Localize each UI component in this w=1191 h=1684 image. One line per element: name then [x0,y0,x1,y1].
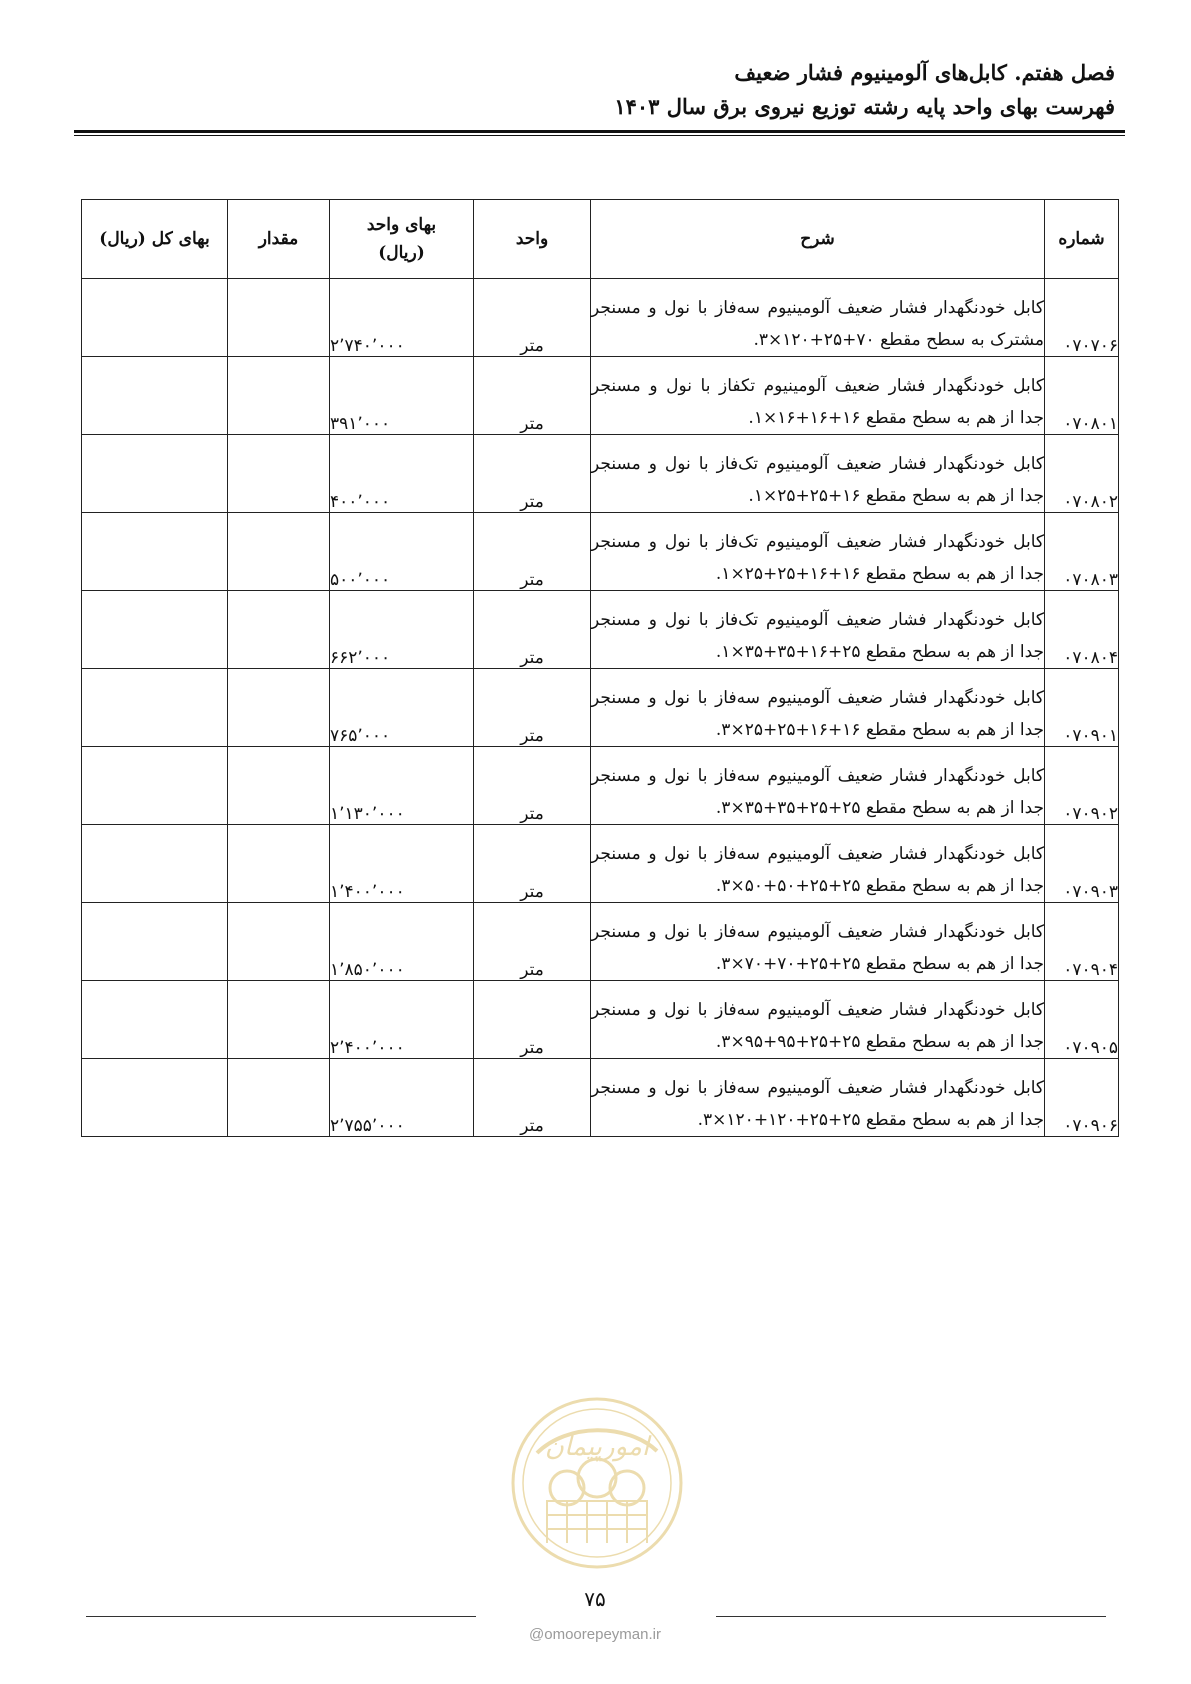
table-row [82,357,1119,435]
item-unit: متر [474,1059,591,1137]
item-number: ۰۷۰۷۰۶ [1045,279,1119,357]
item-unit-price: ۱٬۸۵۰٬۰۰۰ [330,903,474,981]
item-description: کابل خودنگهدار فشار ضعیف آلومینیوم سه‌فاز با نول و مسنجر جدا از هم به سطح مقطع ۲۵+۲۵+۵۰+۵۰×۳. [591,825,1045,903]
item-quantity [228,1059,330,1137]
table-row [82,1059,1119,1137]
item-number: ۰۷۰۹۰۳ [1045,825,1119,903]
item-total-price [82,591,228,669]
table-row [82,279,1119,357]
item-description: کابل خودنگهدار فشار ضعیف آلومینیوم تک‌فاز با نول و مسنجر جدا از هم به سطح مقطع ۱۶+۱۶+۲۵+۲۵×۱. [591,513,1045,591]
footer-rule-right [716,1616,1106,1617]
item-unit-price: ۱٬۴۰۰٬۰۰۰ [330,825,474,903]
item-unit-price: ۴۰۰٬۰۰۰ [330,435,474,513]
item-description: کابل خودنگهدار فشار ضعیف آلومینیوم سه‌فاز با نول و مسنجر جدا از هم به سطح مقطع ۲۵+۲۵+۳۵+۳۵×۳. [591,747,1045,825]
table-row [82,903,1119,981]
item-number: ۰۷۰۹۰۵ [1045,981,1119,1059]
item-quantity [228,669,330,747]
item-unit-price: ۲٬۷۵۵٬۰۰۰ [330,1059,474,1137]
item-unit: متر [474,435,591,513]
item-unit: متر [474,825,591,903]
item-total-price [82,747,228,825]
item-number: ۰۷۰۹۰۴ [1045,903,1119,981]
item-total-price [82,903,228,981]
item-total-price [82,513,228,591]
item-unit: متر [474,279,591,357]
item-unit-price: ۷۶۵٬۰۰۰ [330,669,474,747]
item-description: کابل خودنگهدار فشار ضعیف آلومینیوم سه‌فاز با نول و مسنجر مشترک به سطح مقطع ۷۰+۲۵+۱۲۰×۳. [591,279,1045,357]
item-quantity [228,513,330,591]
header-unit-price [330,200,474,279]
item-description: کابل خودنگهدار فشار ضعیف آلومینیوم سه‌فاز با نول و مسنجر جدا از هم به سطح مقطع ۲۵+۲۵+۱۲۰+۱۲۰×۳. [591,1059,1045,1137]
header-rule-thin [74,135,1125,136]
item-unit: متر [474,903,591,981]
header-unit-price-title: بهای واحد [366,215,437,235]
header-unit-price-currency: (ریال) [378,243,425,263]
header-description: شرح [591,200,1045,279]
header-unit: واحد [474,200,591,279]
item-quantity [228,825,330,903]
item-description: کابل خودنگهدار فشار ضعیف آلومینیوم تکفاز با نول و مسنجر جدا از هم به سطح مقطع ۱۶+۱۶+۱۶×۱. [591,357,1045,435]
item-description: کابل خودنگهدار فشار ضعیف آلومینیوم سه‌فاز با نول و مسنجر جدا از هم به سطح مقطع ۲۵+۲۵+۷۰+۷۰×۳. [591,903,1045,981]
website-label: @omoorepeyman.ir [529,1626,661,1643]
table-row [82,669,1119,747]
price-list-table [81,199,1119,1137]
page-number: ۷۵ [584,1587,606,1611]
item-quantity [228,279,330,357]
item-number: ۰۷۰۹۰۶ [1045,1059,1119,1137]
item-total-price [82,435,228,513]
table-row [82,747,1119,825]
item-quantity [228,591,330,669]
item-description: کابل خودنگهدار فشار ضعیف آلومینیوم سه‌فاز با نول و مسنجر جدا از هم به سطح مقطع ۲۵+۲۵+۹۵+۹۵×۳. [591,981,1045,1059]
item-total-price [82,279,228,357]
table-row [82,825,1119,903]
item-total-price [82,825,228,903]
item-description: کابل خودنگهدار فشار ضعیف آلومینیوم سه‌فاز با نول و مسنجر جدا از هم به سطح مقطع ۱۶+۱۶+۲۵+۲۵×۳. [591,669,1045,747]
item-unit-price: ۵۰۰٬۰۰۰ [330,513,474,591]
item-unit: متر [474,591,591,669]
item-quantity [228,981,330,1059]
footer-rule-left [86,1616,476,1617]
item-unit: متر [474,669,591,747]
table-row [82,981,1119,1059]
item-number: ۰۷۰۸۰۴ [1045,591,1119,669]
header-rule-thick [74,130,1125,133]
item-number: ۰۷۰۹۰۱ [1045,669,1119,747]
watermark-text: امورپیمان [544,1432,650,1462]
item-unit: متر [474,357,591,435]
table-row [82,513,1119,591]
item-unit: متر [474,981,591,1059]
item-total-price [82,357,228,435]
header-number: شماره [1045,200,1119,279]
item-total-price [82,669,228,747]
item-number: ۰۷۰۸۰۲ [1045,435,1119,513]
item-number: ۰۷۰۸۰۱ [1045,357,1119,435]
page-header [65,56,1115,124]
item-unit: متر [474,747,591,825]
table-row [82,591,1119,669]
item-unit-price: ۳۹۱٬۰۰۰ [330,357,474,435]
document-subtitle: فهرست بهای واحد پایه رشته توزیع نیروی برق سال ۱۴۰۳ [614,94,1115,119]
item-number: ۰۷۰۹۰۲ [1045,747,1119,825]
watermark-logo [507,1393,687,1573]
item-number: ۰۷۰۸۰۳ [1045,513,1119,591]
item-unit-price: ۲٬۷۴۰٬۰۰۰ [330,279,474,357]
chapter-title: فصل هفتم. کابل‌های آلومینیوم فشار ضعیف [734,60,1115,85]
item-description: کابل خودنگهدار فشار ضعیف آلومینیوم تک‌فاز با نول و مسنجر جدا از هم به سطح مقطع ۲۵+۱۶+۳۵+۳۵×۱. [591,591,1045,669]
item-unit-price: ۶۶۲٬۰۰۰ [330,591,474,669]
header-quantity: مقدار [228,200,330,279]
item-description: کابل خودنگهدار فشار ضعیف آلومینیوم تک‌فاز با نول و مسنجر جدا از هم به سطح مقطع ۱۶+۲۵+۲۵×۱. [591,435,1045,513]
item-total-price [82,1059,228,1137]
table-header-row [82,200,1119,279]
item-unit: متر [474,513,591,591]
item-unit-price: ۲٬۴۰۰٬۰۰۰ [330,981,474,1059]
item-quantity [228,903,330,981]
item-quantity [228,357,330,435]
header-total-price: بهای کل (ریال) [82,200,228,279]
item-quantity [228,747,330,825]
table-row [82,435,1119,513]
item-total-price [82,981,228,1059]
item-quantity [228,435,330,513]
item-unit-price: ۱٬۱۳۰٬۰۰۰ [330,747,474,825]
